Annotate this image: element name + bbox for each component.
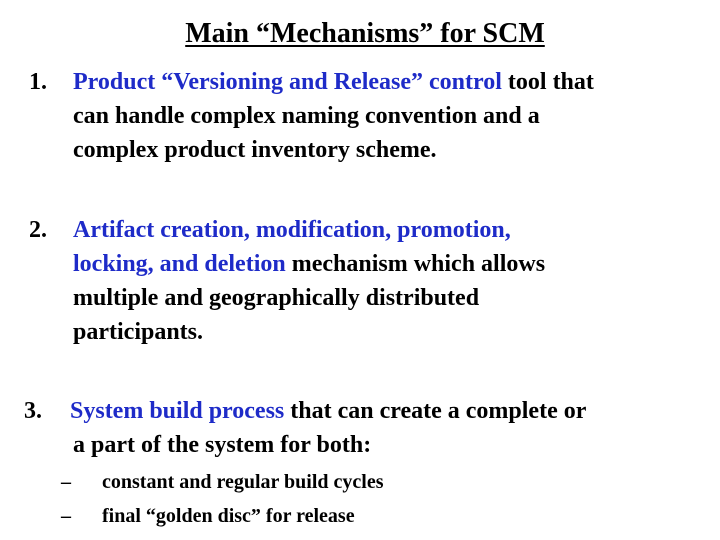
slide-title: Main “Mechanisms” for SCM (185, 18, 545, 49)
item-number: 2. (29, 217, 47, 243)
item-text (70, 394, 586, 462)
item-line-2: can handle complex naming convention and a (73, 103, 540, 129)
item-line-3: multiple and geographically distributed (73, 285, 480, 311)
item-text (73, 65, 594, 167)
sub-item-text: constant and regular build cycles (102, 471, 384, 493)
item-line-2: a part of the system for both: (73, 432, 372, 458)
item-line-3: complex product inventory scheme. (73, 137, 437, 163)
dash-bullet: – (61, 505, 71, 527)
item-line-1-rest: that can create a complete or (284, 398, 587, 424)
highlight-text: System build process (70, 398, 285, 424)
highlight-text: Artifact creation, modification, promotion, (73, 217, 511, 243)
item-line-2-rest: mechanism which allows (285, 251, 546, 277)
item-text (73, 213, 545, 349)
item-line-4: participants. (73, 319, 204, 345)
dash-bullet: – (61, 471, 71, 493)
sub-item-text: final “golden disc” for release (102, 505, 355, 527)
item-line-1-rest: tool that (501, 69, 594, 95)
highlight-text: locking, and deletion (73, 251, 286, 277)
item-number: 3. (24, 398, 42, 424)
highlight-text: Product “Versioning and Release” control (73, 69, 502, 95)
item-number: 1. (29, 69, 47, 95)
